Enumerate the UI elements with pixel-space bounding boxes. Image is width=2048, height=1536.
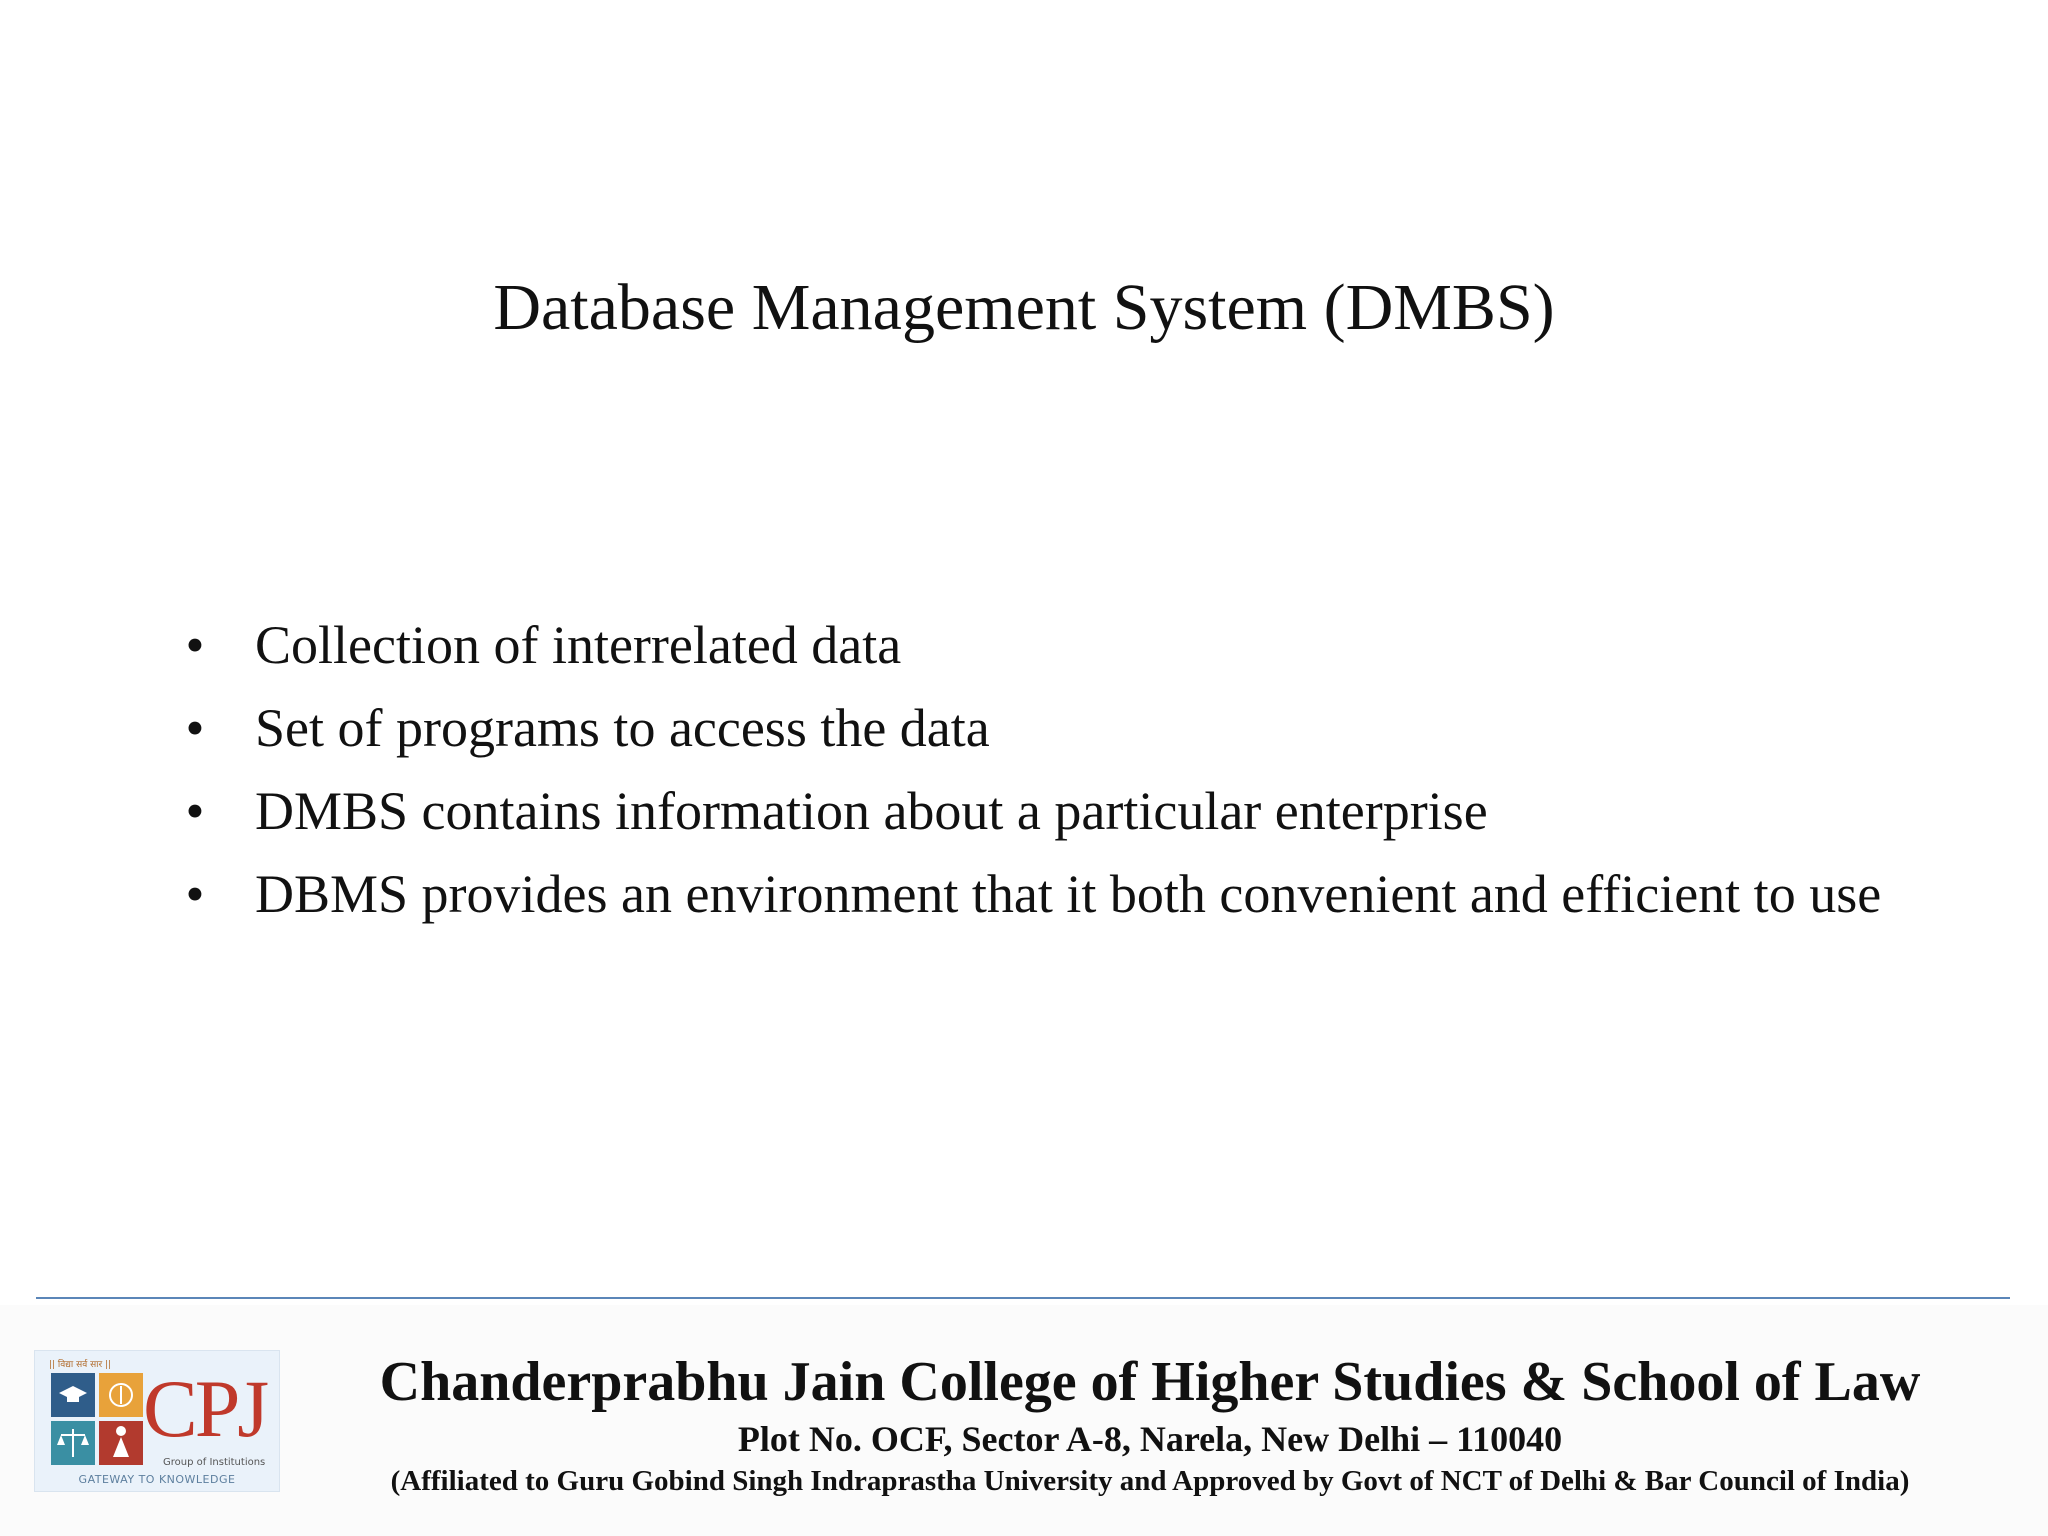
logo-tagline: || विद्या सर्व सार ||: [49, 1360, 112, 1370]
bullet-icon: •: [185, 864, 205, 924]
list-item: [175, 693, 1935, 763]
bullet-text: DMBS contains information about a particular enterprise: [255, 781, 1488, 841]
bullet-text: Collection of interrelated data: [255, 615, 902, 675]
college-name: Chanderprabhu Jain College of Higher Studies & School of Law: [379, 1351, 1921, 1413]
logo-monogram: CPJ: [143, 1363, 267, 1454]
bullet-text: DBMS provides an environment that it both convenient and efficient to use: [255, 864, 1882, 924]
college-address: Plot No. OCF, Sector A-8, Narela, New Delhi – 110040: [737, 1419, 1563, 1459]
bullet-icon: •: [185, 781, 205, 841]
list-item: [175, 859, 1935, 929]
cpj-college-logo-icon: [34, 1350, 280, 1492]
bullet-list: [175, 610, 1935, 942]
bullet-text: Set of programs to access the data: [255, 698, 990, 758]
logo-motto: GATEWAY TO KNOWLEDGE: [78, 1473, 236, 1486]
logo-emblem-graphic: [51, 1373, 143, 1465]
logo-group-text: Group of Institutions: [163, 1457, 266, 1468]
bullet-icon: •: [185, 698, 205, 758]
list-item: [175, 610, 1935, 680]
logo-emblem: [51, 1373, 143, 1465]
slide-title: Database Management System (DMBS): [493, 271, 1555, 344]
list-item: [175, 776, 1935, 846]
college-affiliation: (Affiliated to Guru Gobind Singh Indraprastha University and Approved by Govt of NCT of Delhi & Bar Council of India): [390, 1465, 1910, 1497]
bullet-icon: •: [185, 615, 205, 675]
footer-divider: [36, 1297, 2010, 1299]
